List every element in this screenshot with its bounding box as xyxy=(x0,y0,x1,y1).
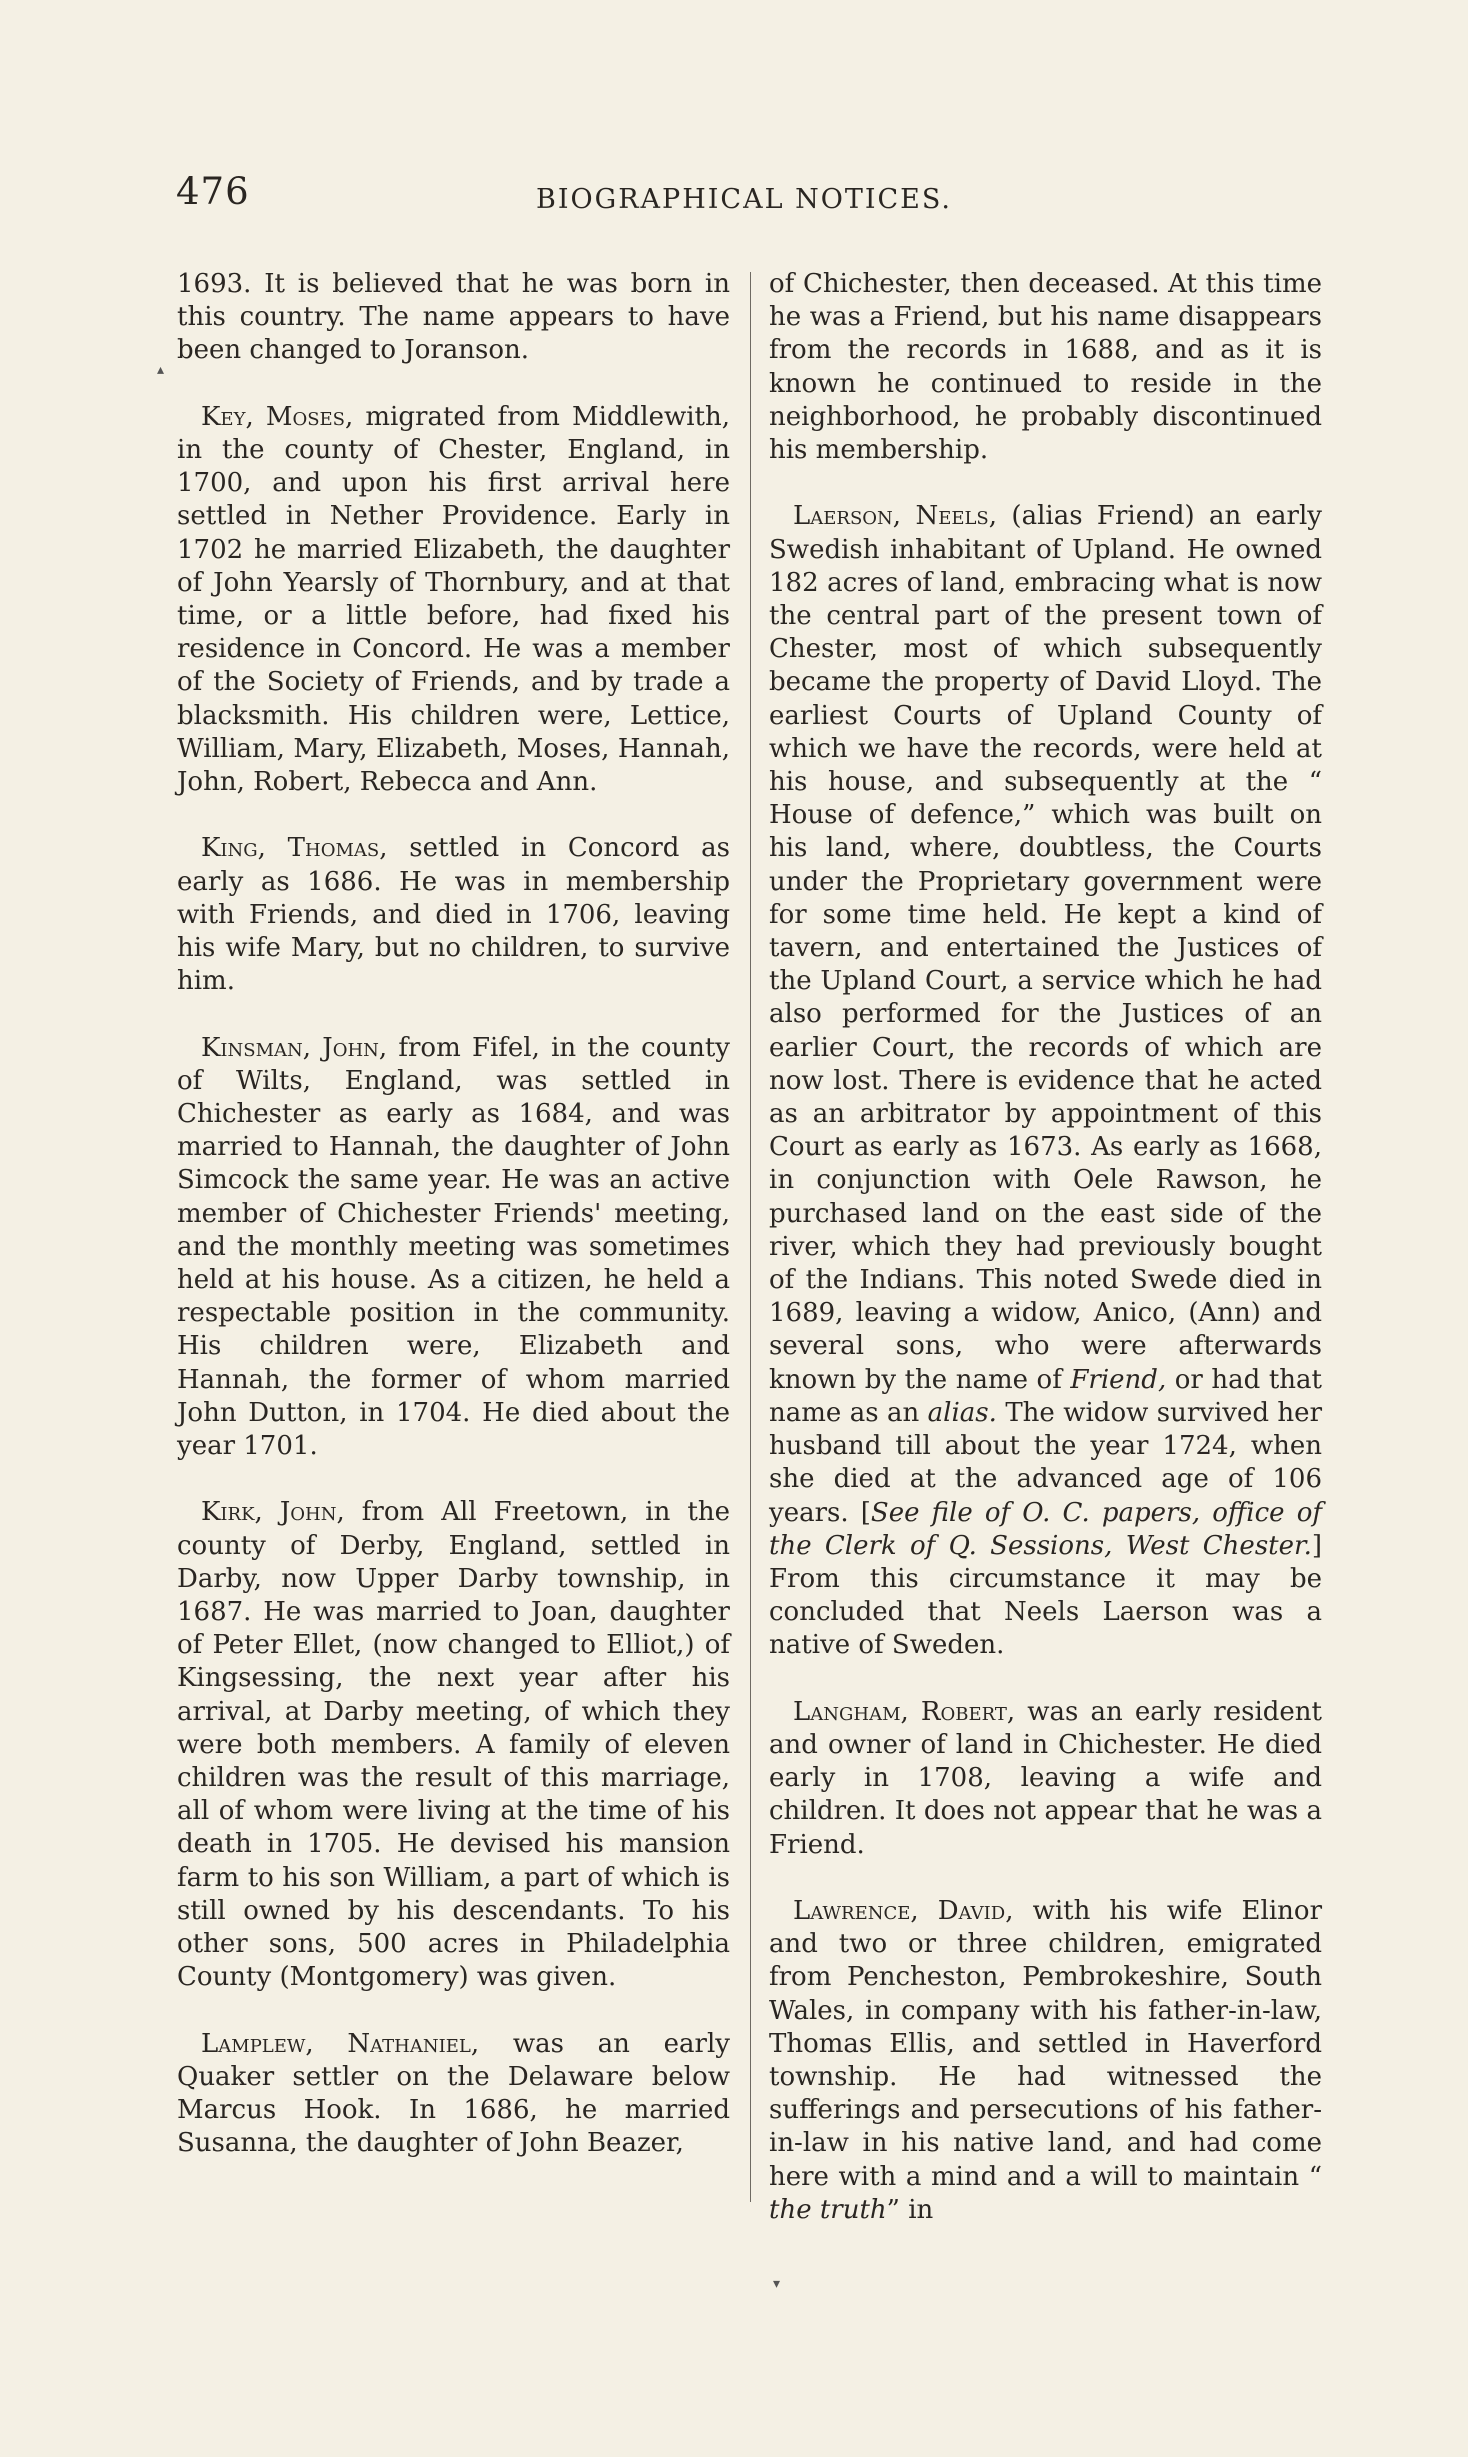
entry-kinsman-john xyxy=(177,1032,730,1464)
entry-lawrence-david xyxy=(769,1895,1322,2227)
left-column xyxy=(177,268,730,2194)
entry-name: Langham, Robert, xyxy=(793,1696,1016,1727)
entry-continuation xyxy=(769,268,1322,467)
entry-continuation xyxy=(177,268,730,368)
entry-text: with his wife Elinor and two or three children, emigrated from Pencheston, Pembrokeshire, South Wales, in company with his father-in-law, Thomas Ellis, and settled in Haverford township. He had witnessed the sufferings and persecutions of his father-in-law in his native land, and had come here with a mind and a will to maintain “ xyxy=(769,1895,1322,2192)
entry-text: of Chichester, then deceased. At this time he was a Friend, but his name disappears from the records in 1688, and as it is known he continued to reside in the neighborhood, he probably discontinued his membership. xyxy=(769,269,1322,466)
entry-text: from Fifel, in the county of Wilts, England, was settled in Chichester as early as 1684, and was married to Hannah, the daughter of John Simcock the same year. He was an active member of Chichester Friends' meeting, and the monthly meeting was sometimes held at his house. As a citizen, he held a respectable position in the community. His children were, Elizabeth and Hannah, the former of whom married John Dutton, in 1704. He died about the year 1701. xyxy=(177,1032,730,1462)
entry-citation: See file of O. C. papers, office of the Clerk of Q. Sessions, West Chester. xyxy=(769,1497,1322,1561)
entry-name: Kirk, John, xyxy=(201,1497,345,1528)
entry-name: Lamplew, Nathaniel, xyxy=(201,2028,480,2059)
entry-name: Key, Moses, xyxy=(201,401,354,432)
printer-mark-icon: ▾ xyxy=(773,2276,781,2292)
entry-text: migrated from Middlewith, in the county of Chester, England, in 1700, and upon his first arrival here settled in Nether Providence. Early in 1702 he married Elizabeth, the daughter of John Yearsly of Thornbury, and at that time, or a little before, had fixed his residence in Concord. He was a member of the Society of Friends, and by trade a blacksmith. His children were, Lettice, William, Mary, Elizabeth, Moses, Hannah, John, Robert, Rebecca and Ann. xyxy=(177,401,730,798)
page-number: 476 xyxy=(176,170,250,213)
entry-text: The widow survived her husband till about the year 1724, when she died at the advanced age of 106 years. [ xyxy=(769,1397,1322,1528)
printer-mark-icon: ▴ xyxy=(157,362,165,378)
entry-text: or had that name as an xyxy=(769,1364,1322,1428)
entry-text: from All Freetown, in the county of Derby, England, settled in Darby, now Upper Darby township, in 1687. He was married to Joan, daughter of Peter Ellet, (now changed to Elliot,) of Kingsessing, the next year after his arrival, at Darby meeting, of which they were both members. A family of eleven children was the result of this marriage, all of whom were living at the time of his death in 1705. He devised his mansion farm to his son William, a part of which is still owned by his descendants. To his other sons, 500 acres in Philadelphia County (Montgomery) was given. xyxy=(177,1497,730,1993)
entry-text: settled in Concord as early as 1686. He was in membership with Friends, and died in 1706, leaving his wife Mary, but no children, to survive him. xyxy=(177,833,731,997)
entry-text: (alias Friend) an early Swedish inhabitant of Upland. He owned 182 acres of land, embracing what is now the central part of the present town of Chester, most of which subsequently became the property of David Lloyd. The earliest Courts of Upland County of which we have the records, were held at his house, and subsequently at the “ House of defence,” which was built on his land, where, doubtless, the Courts under the Proprietary government were for some time held. He kept a kind of tavern, and entertained the Justices of the Upland Court, a service which he had also performed for the Justices of an earlier Court, the records of which are now lost. There is evidence that he acted as an arbitrator by appointment of this Court as early as 1673. As early as 1668, in conjunction with Oele Rawson, he purchased land on the east side of the river, which they had previously bought of the Indians. This noted Swede died in 1689, leaving a widow, Anico, (Ann) and several sons, who were afterwards known by the name of xyxy=(769,501,1322,1395)
entry-name: Lawrence, David, xyxy=(793,1895,1014,1926)
entry-kirk-john xyxy=(177,1496,730,1994)
entry-laerson-neels xyxy=(769,500,1322,1662)
entry-name: Laerson, Neels, xyxy=(793,501,998,532)
entry-italic: alias. xyxy=(927,1397,997,1428)
column-divider xyxy=(750,272,751,2202)
right-column xyxy=(769,268,1322,2260)
entry-text: ] From this circumstance it may be concluded that Neels Laerson was a native of Sweden. xyxy=(769,1530,1322,1661)
entry-text: ” in xyxy=(886,2194,934,2225)
entry-langham-robert xyxy=(769,1696,1322,1862)
entry-name: King, Thomas, xyxy=(201,833,388,864)
entry-name: Kinsman, John, xyxy=(201,1032,388,1063)
entry-lamplew-nathaniel xyxy=(177,2028,730,2161)
running-head: BIOGRAPHICAL NOTICES. xyxy=(536,184,953,215)
entry-text: 1693. It is believed that he was born in this country. The name appears to have been changed to Joranson. xyxy=(177,269,730,366)
entry-text: was an early resident and owner of land in Chichester. He died early in 1708, leaving a wife and children. It does not appear that he was a Friend. xyxy=(769,1696,1322,1860)
entry-king-thomas xyxy=(177,832,730,998)
entry-key-moses xyxy=(177,401,730,799)
entry-italic: the truth xyxy=(769,2194,887,2225)
entry-text: was an early Quaker settler on the Delaware below Marcus Hook. In 1686, he married Susanna, the daughter of John Beazer, xyxy=(177,2028,730,2159)
entry-italic: Friend, xyxy=(1070,1364,1167,1395)
